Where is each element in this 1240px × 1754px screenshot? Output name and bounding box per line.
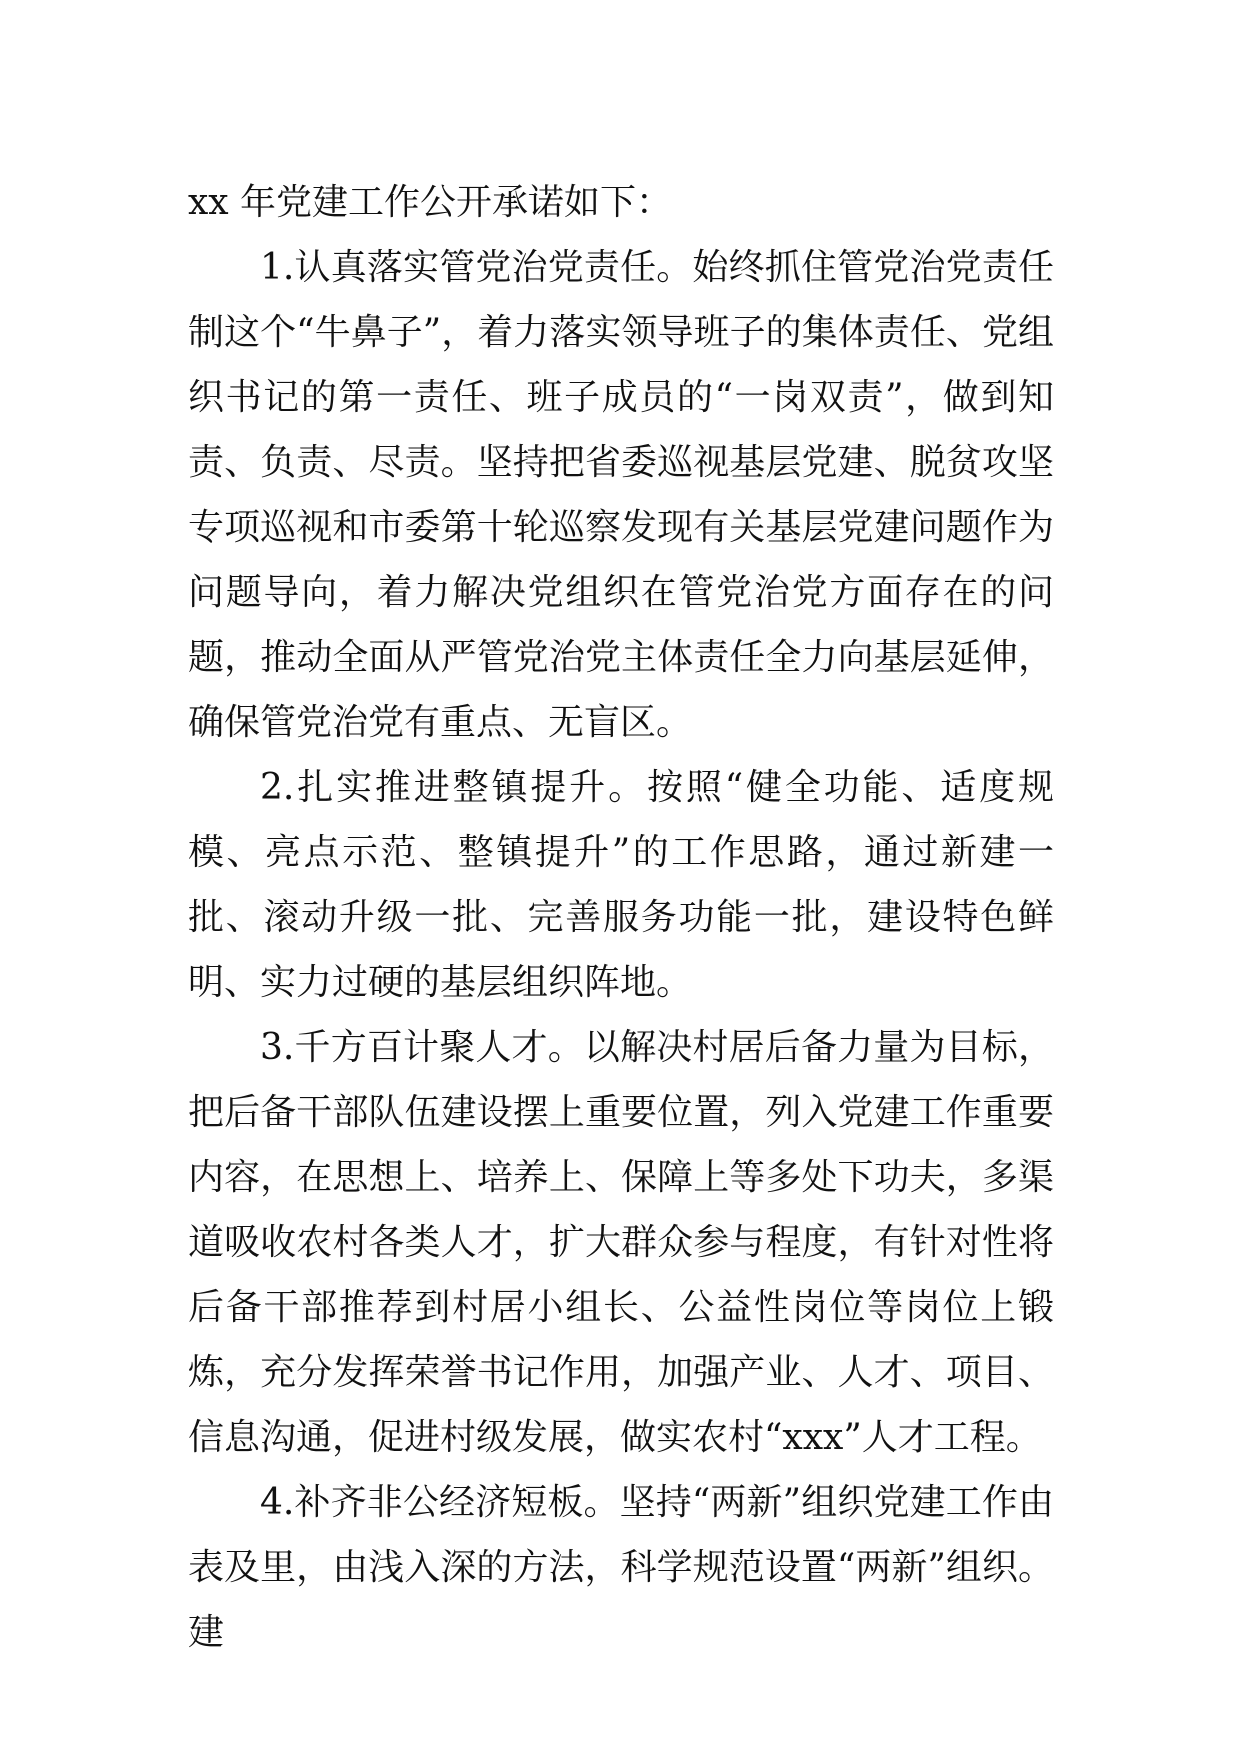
paragraph-3: 3.千方百计聚人才。以解决村居后备力量为目标，把后备干部队伍建设摆上重要位置，列入党建工作重要内容，在思想上、培养上、保障上等多处下功夫，多渠道吸收农村各类人才，扩大群众参与程度，有针对性将后备干部推荐到村居小组长、公益性岗位等岗位上锻炼，充分发挥荣誉书记作用，加强产业、人才、项目、信息沟通，促进村级发展，做实农村“xxx”人才工程。 (188, 1027, 1054, 1458)
document-body (188, 170, 1054, 1665)
intro-line: xx 年党建工作公开承诺如下： (188, 182, 673, 223)
paragraph-1: 1.认真落实管党治党责任。始终抓住管党治党责任制这个“牛鼻子”，着力落实领导班子的集体责任、党组织书记的第一责任、班子成员的“一岗双责”，做到知责、负责、尽责。坚持把省委巡视基层党建、脱贫攻坚专项巡视和市委第十轮巡察发现有关基层党建问题作为问题导向，着力解决党组织在管党治党方面存在的问题，推动全面从严管党治党主体责任全力向基层延伸，确保管党治党有重点、无盲区。 (188, 247, 1054, 743)
paragraph-2: 2.扎实推进整镇提升。按照“健全功能、适度规模、亮点示范、整镇提升”的工作思路，通过新建一批、滚动升级一批、完善服务功能一批，建设特色鲜明、实力过硬的基层组织阵地。 (188, 767, 1054, 1003)
paragraph-4: 4.补齐非公经济短板。坚持“两新”组织党建工作由表及里，由浅入深的方法，科学规范设置“两新”组织。建 (188, 1482, 1054, 1653)
